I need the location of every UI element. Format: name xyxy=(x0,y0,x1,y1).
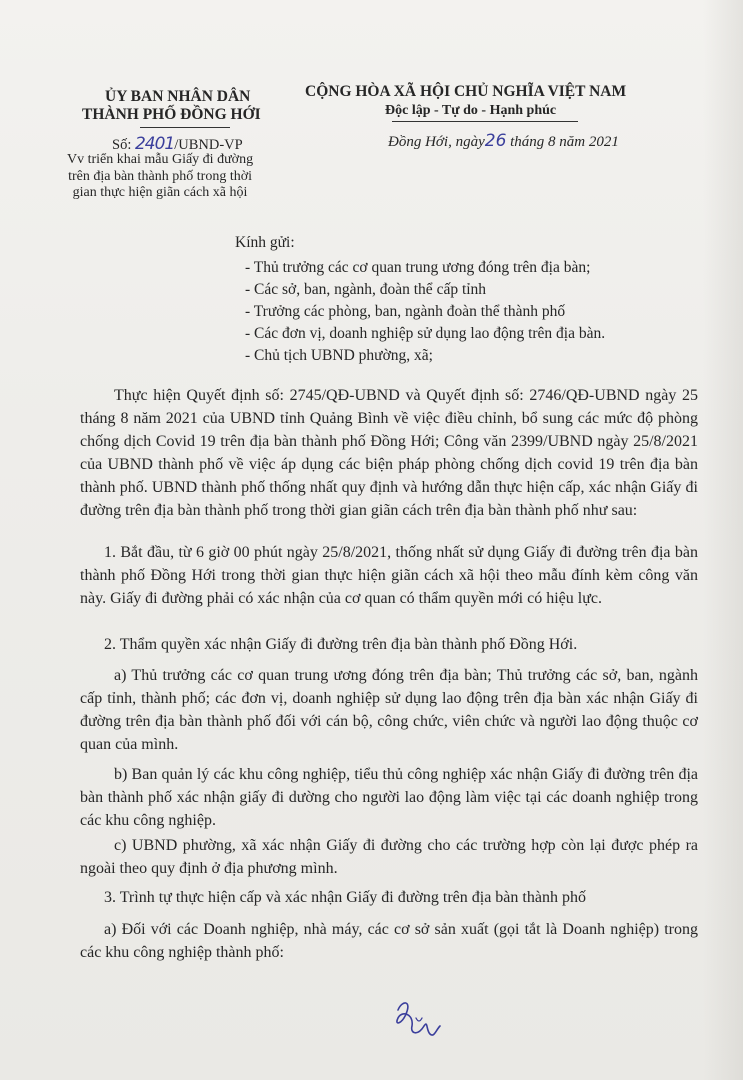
national-motto: Độc lập - Tự do - Hạnh phúc xyxy=(385,103,557,118)
item-2a-paragraph: a) Thủ trưởng các cơ quan trung ương đóng trên địa bàn; Thủ trưởng các sở, ban, ngành cấp tỉnh, thành phố; các đơn vị, doanh nghiệp sử dụng lao động trên địa bàn xác nhận Giấy đi đường trên địa bàn thành phố đối với cán bộ, công chức, viên chức và người lao động thuộc cơ quan của mình. xyxy=(80,667,698,753)
doc-number-suffix: /UBND-VP xyxy=(174,137,243,153)
recipient-item: - Các đơn vị, doanh nghiệp sử dụng lao động trên địa bàn. xyxy=(245,325,606,342)
item-3-heading: 3. Trình tự thực hiện cấp và xác nhận Giấy đi đường trên địa bàn thành phố xyxy=(104,889,586,906)
place-date xyxy=(388,131,619,151)
recipient-item: - Trưởng các phòng, ban, ngành đoàn thể thành phố xyxy=(245,303,566,320)
item-1-paragraph: 1. Bắt đầu, từ 6 giờ 00 phút ngày 25/8/2021, thống nhất sử dụng Giấy đi đường trên địa bàn thành phố Đồng Hới trong thời gian thực hiện giãn cách xã hội theo mẫu đính kèm công văn này. Giấy đi đường phải có xác nhận của cơ quan có thẩm quyền mới có hiệu lực. xyxy=(80,544,698,607)
recipient-item: - Các sở, ban, ngành, đoàn thể cấp tỉnh xyxy=(245,281,487,298)
recipient-item: - Chủ tịch UBND phường, xã; xyxy=(245,347,433,364)
national-title: CỘNG HÒA XÃ HỘI CHỦ NGHĨA VIỆT NAM xyxy=(305,83,627,100)
item-2-heading: 2. Thẩm quyền xác nhận Giấy đi đường trên địa bàn thành phố Đồng Hới. xyxy=(104,636,578,653)
doc-number-handwritten: 2401 xyxy=(134,134,175,154)
subject-line: Vv triển khai mẫu Giấy đi đường xyxy=(67,152,254,167)
item-3a-paragraph: a) Đối với các Doanh nghiệp, nhà máy, các cơ sở sản xuất (gọi tắt là Doanh nghiệp) trong các khu công nghiệp thành phố: xyxy=(80,921,698,961)
document-subject xyxy=(67,152,253,202)
date-day-handwritten: 26 xyxy=(484,131,507,151)
subject-line: trên địa bàn thành phố trong thời xyxy=(68,168,252,184)
doc-number-prefix: Số: xyxy=(112,137,132,153)
issuing-org-line1: ỦY BAN NHÂN DÂN xyxy=(105,88,251,105)
issuing-org-line2: THÀNH PHỐ ĐỒNG HỚI xyxy=(82,106,261,123)
subject-line: gian thực hiện giãn cách xã hội xyxy=(72,185,248,200)
document-number xyxy=(112,134,243,154)
motto-underline xyxy=(392,121,578,122)
place-date-suffix: tháng 8 năm 2021 xyxy=(510,134,619,150)
org-underline xyxy=(140,127,230,128)
intro-paragraph: Thực hiện Quyết định số: 2745/QĐ-UBND và Quyết định số: 2746/QĐ-UBND ngày 25 tháng 8 năm 2021 của UBND tỉnh Quảng Bình về việc điều chỉnh, bổ sung các mức độ phòng chống dịch Covid 19 trên địa bàn thành phố Đồng Hới; Công văn 2399/UBND ngày 25/8/2021 của UBND thành phố về việc áp dụng các biện pháp phòng chống dịch covid 19 trên địa bàn thành phố. UBND thành phố thống nhất quy định và hướng dẫn thực hiện cấp, xác nhận Giấy đi đường trên địa bàn thành phố trong thời gian giãn cách trên địa bàn thành phố như sau: xyxy=(80,387,698,519)
item-2c-paragraph: c) UBND phường, xã xác nhận Giấy đi đường cho các trường hợp còn lại được phép ra ngoài theo quy định ở địa phương mình. xyxy=(80,837,698,877)
place-date-prefix: Đồng Hới, ngày xyxy=(388,134,485,150)
recipient-list xyxy=(245,257,605,367)
recipient-item: - Thủ trưởng các cơ quan trung ương đóng trên địa bàn; xyxy=(245,259,591,276)
greeting: Kính gửi: xyxy=(235,234,295,251)
paper-shadow xyxy=(703,0,743,1080)
item-2b-paragraph: b) Ban quản lý các khu công nghiệp, tiểu thủ công nghiệp xác nhận Giấy đi đường trên địa bàn thành phố xác nhận giấy đi dường cho người lao động làm việc tại các doanh nghiệp trong các khu công nghiệp. xyxy=(80,766,698,829)
initials-signature xyxy=(390,996,446,1042)
